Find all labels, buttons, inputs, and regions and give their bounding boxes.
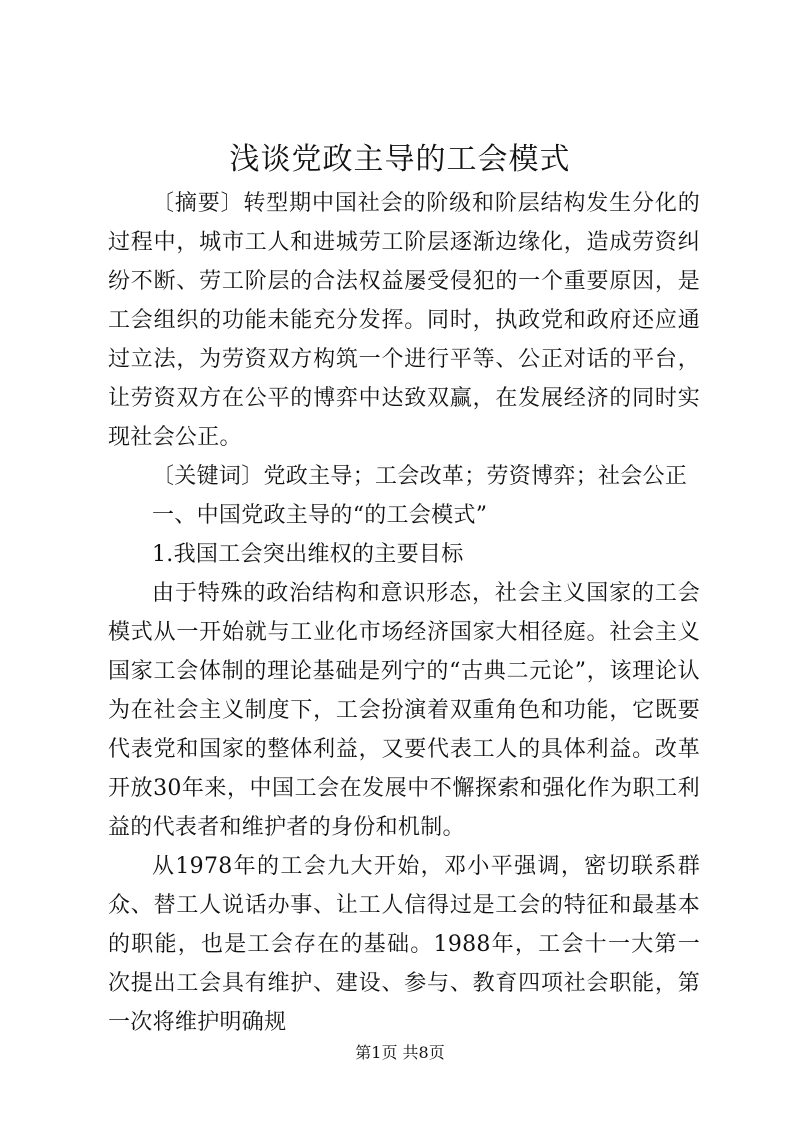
keywords-paragraph: 〔关键词〕党政主导；工会改革；劳资博弈；社会公正: [152, 464, 688, 489]
abstract-paragraph: 〔摘要〕转型期中国社会的阶级和阶层结构发生分化的过程中，城市工人和进城劳工阶层逐渐边缘化，造成劳资纠纷不断、劳工阶层的合法权益屡受侵犯的一个重要原因，是工会组织的功能未能充分发挥。同时，执政党和政府还应通过立法，为劳资双方构筑一个进行平等、公正对话的平台，让劳资双方在公平的博弈中达致双赢，在发展经济的同时实现社会公正。: [108, 191, 700, 450]
body-paragraph: 从1978年的工会九大开始，邓小平强调，密切联系群众、替工人说话办事、让工人信得过是工会的特征和最基本的职能，也是工会存在的基础。1988年，工会十一大第一次提出工会具有维护、建设、参与、教育四项社会职能，第一次将维护明确规: [108, 854, 700, 1035]
section-heading: 一、中国党政主导的“的工会模式”: [152, 503, 488, 528]
subsection-heading: 1.我国工会突出维权的主要目标: [152, 542, 464, 567]
body-paragraph: 由于特殊的政治结构和意识形态，社会主义国家的工会模式从一开始就与工业化市场经济国家大相径庭。社会主义国家工会体制的理论基础是列宁的“古典二元论”，该理论认为在社会主义制度下，工会扮演着双重角色和功能，它既要代表党和国家的整体利益，又要代表工人的具体利益。改革开放30年来，中国工会在发展中不懈探索和强化作为职工利益的代表者和维护者的身份和机制。: [108, 581, 700, 840]
document-title: 浅谈党政主导的工会模式: [229, 142, 571, 177]
document-body: [108, 184, 700, 1042]
page-footer: 第1页 共8页: [355, 1043, 445, 1062]
